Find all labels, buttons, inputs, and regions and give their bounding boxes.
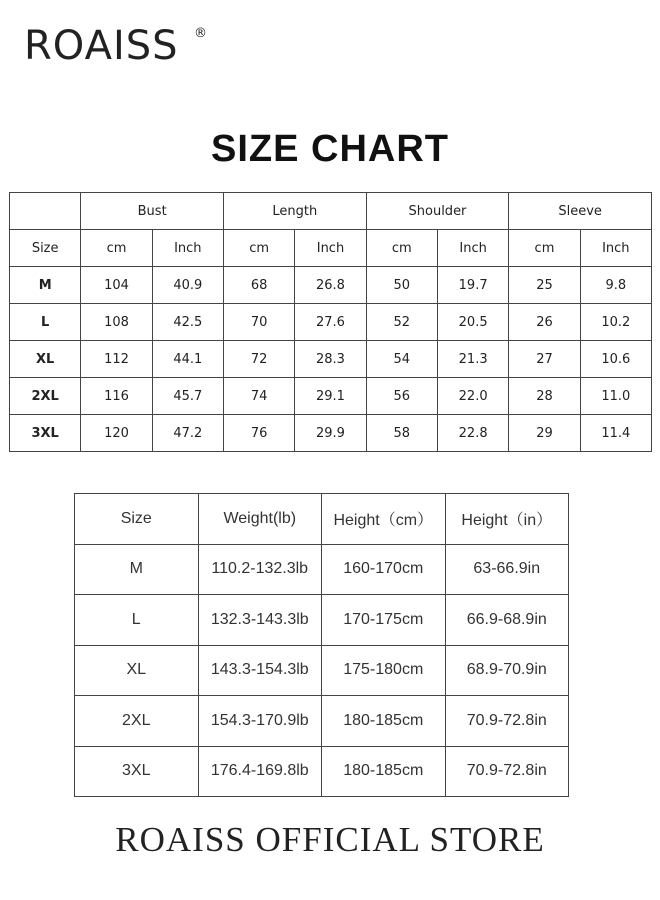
size-cell: 2XL xyxy=(10,378,81,415)
table-cell: 68 xyxy=(223,267,294,304)
table-cell: 70.9-72.8in xyxy=(445,696,569,747)
table-row xyxy=(75,696,569,747)
table-cell: 20.5 xyxy=(437,304,508,341)
table-cell: 27.6 xyxy=(295,304,366,341)
header-size: Size xyxy=(75,494,199,545)
unit-cm: cm xyxy=(509,230,580,267)
table-row xyxy=(75,595,569,646)
unit-inch: Inch xyxy=(580,230,651,267)
table-row xyxy=(75,746,569,797)
table-cell: 54 xyxy=(366,341,437,378)
table-row xyxy=(10,341,652,378)
table-cell: 22.8 xyxy=(437,415,508,452)
header-height-in: Height（in） xyxy=(445,494,569,545)
unit-cm: cm xyxy=(366,230,437,267)
table-cell: 175-180cm xyxy=(322,645,446,696)
table-cell: 50 xyxy=(366,267,437,304)
table-cell: 26 xyxy=(509,304,580,341)
table-cell: 47.2 xyxy=(152,415,223,452)
table-cell: 27 xyxy=(509,341,580,378)
table-cell: 28.3 xyxy=(295,341,366,378)
table-cell: 29.9 xyxy=(295,415,366,452)
table-cell: 63-66.9in xyxy=(445,544,569,595)
table-cell: 120 xyxy=(81,415,152,452)
brand-logo xyxy=(24,22,207,70)
table-cell: 132.3-143.3lb xyxy=(198,595,322,646)
table-cell: 58 xyxy=(366,415,437,452)
table-cell: 160-170cm xyxy=(322,544,446,595)
table-cell: 10.6 xyxy=(580,341,651,378)
table-cell: 110.2-132.3lb xyxy=(198,544,322,595)
table-cell: 72 xyxy=(223,341,294,378)
group-header-bust: Bust xyxy=(81,193,224,230)
size-cell: M xyxy=(75,544,199,595)
brand-name: ROAISS xyxy=(24,23,179,69)
table-cell: 70.9-72.8in xyxy=(445,746,569,797)
table-cell: 25 xyxy=(509,267,580,304)
registered-mark: ® xyxy=(194,26,207,41)
unit-inch: Inch xyxy=(152,230,223,267)
header-height-cm: Height（cm） xyxy=(322,494,446,545)
table-cell: 22.0 xyxy=(437,378,508,415)
table-cell: 66.9-68.9in xyxy=(445,595,569,646)
table-cell: 180-185cm xyxy=(322,746,446,797)
size-cell: XL xyxy=(10,341,81,378)
unit-inch: Inch xyxy=(295,230,366,267)
table-cell: 143.3-154.3lb xyxy=(198,645,322,696)
table-cell: 9.8 xyxy=(580,267,651,304)
table-cell: 40.9 xyxy=(152,267,223,304)
size-cell: L xyxy=(75,595,199,646)
table-cell: 45.7 xyxy=(152,378,223,415)
size-cell: L xyxy=(10,304,81,341)
table-header-row xyxy=(75,494,569,545)
table-cell: 74 xyxy=(223,378,294,415)
table-cell: 116 xyxy=(81,378,152,415)
table-cell: 104 xyxy=(81,267,152,304)
group-header-shoulder: Shoulder xyxy=(366,193,509,230)
table-cell: 26.8 xyxy=(295,267,366,304)
table-row xyxy=(75,544,569,595)
table-cell: 28 xyxy=(509,378,580,415)
size-cell: XL xyxy=(75,645,199,696)
measurement-table xyxy=(9,192,652,452)
corner-cell xyxy=(10,193,81,230)
table-unit-row xyxy=(10,230,652,267)
table-cell: 176.4-169.8lb xyxy=(198,746,322,797)
size-header: Size xyxy=(10,230,81,267)
table-row xyxy=(75,645,569,696)
unit-cm: cm xyxy=(81,230,152,267)
table-cell: 52 xyxy=(366,304,437,341)
table-cell: 10.2 xyxy=(580,304,651,341)
table-cell: 112 xyxy=(81,341,152,378)
table-cell: 21.3 xyxy=(437,341,508,378)
table-cell: 42.5 xyxy=(152,304,223,341)
weight-height-table xyxy=(74,493,569,797)
table-cell: 44.1 xyxy=(152,341,223,378)
size-cell: 3XL xyxy=(75,746,199,797)
header-weight: Weight(lb) xyxy=(198,494,322,545)
table-cell: 29 xyxy=(509,415,580,452)
table-cell: 56 xyxy=(366,378,437,415)
table-cell: 76 xyxy=(223,415,294,452)
table-cell: 11.0 xyxy=(580,378,651,415)
table-cell: 154.3-170.9lb xyxy=(198,696,322,747)
unit-inch: Inch xyxy=(437,230,508,267)
table-cell: 180-185cm xyxy=(322,696,446,747)
table-cell: 11.4 xyxy=(580,415,651,452)
table-cell: 70 xyxy=(223,304,294,341)
table-cell: 68.9-70.9in xyxy=(445,645,569,696)
table-cell: 19.7 xyxy=(437,267,508,304)
table-row xyxy=(10,415,652,452)
page-title: SIZE CHART xyxy=(211,128,449,170)
table-row xyxy=(10,378,652,415)
size-cell: 3XL xyxy=(10,415,81,452)
size-cell: 2XL xyxy=(75,696,199,747)
group-header-length: Length xyxy=(223,193,366,230)
table-cell: 108 xyxy=(81,304,152,341)
table-row xyxy=(10,267,652,304)
group-header-sleeve: Sleeve xyxy=(509,193,652,230)
size-cell: M xyxy=(10,267,81,304)
table-header-row xyxy=(10,193,652,230)
table-cell: 170-175cm xyxy=(322,595,446,646)
unit-cm: cm xyxy=(223,230,294,267)
store-footer: ROAISS OFFICIAL STORE xyxy=(115,820,545,859)
table-row xyxy=(10,304,652,341)
table-cell: 29.1 xyxy=(295,378,366,415)
